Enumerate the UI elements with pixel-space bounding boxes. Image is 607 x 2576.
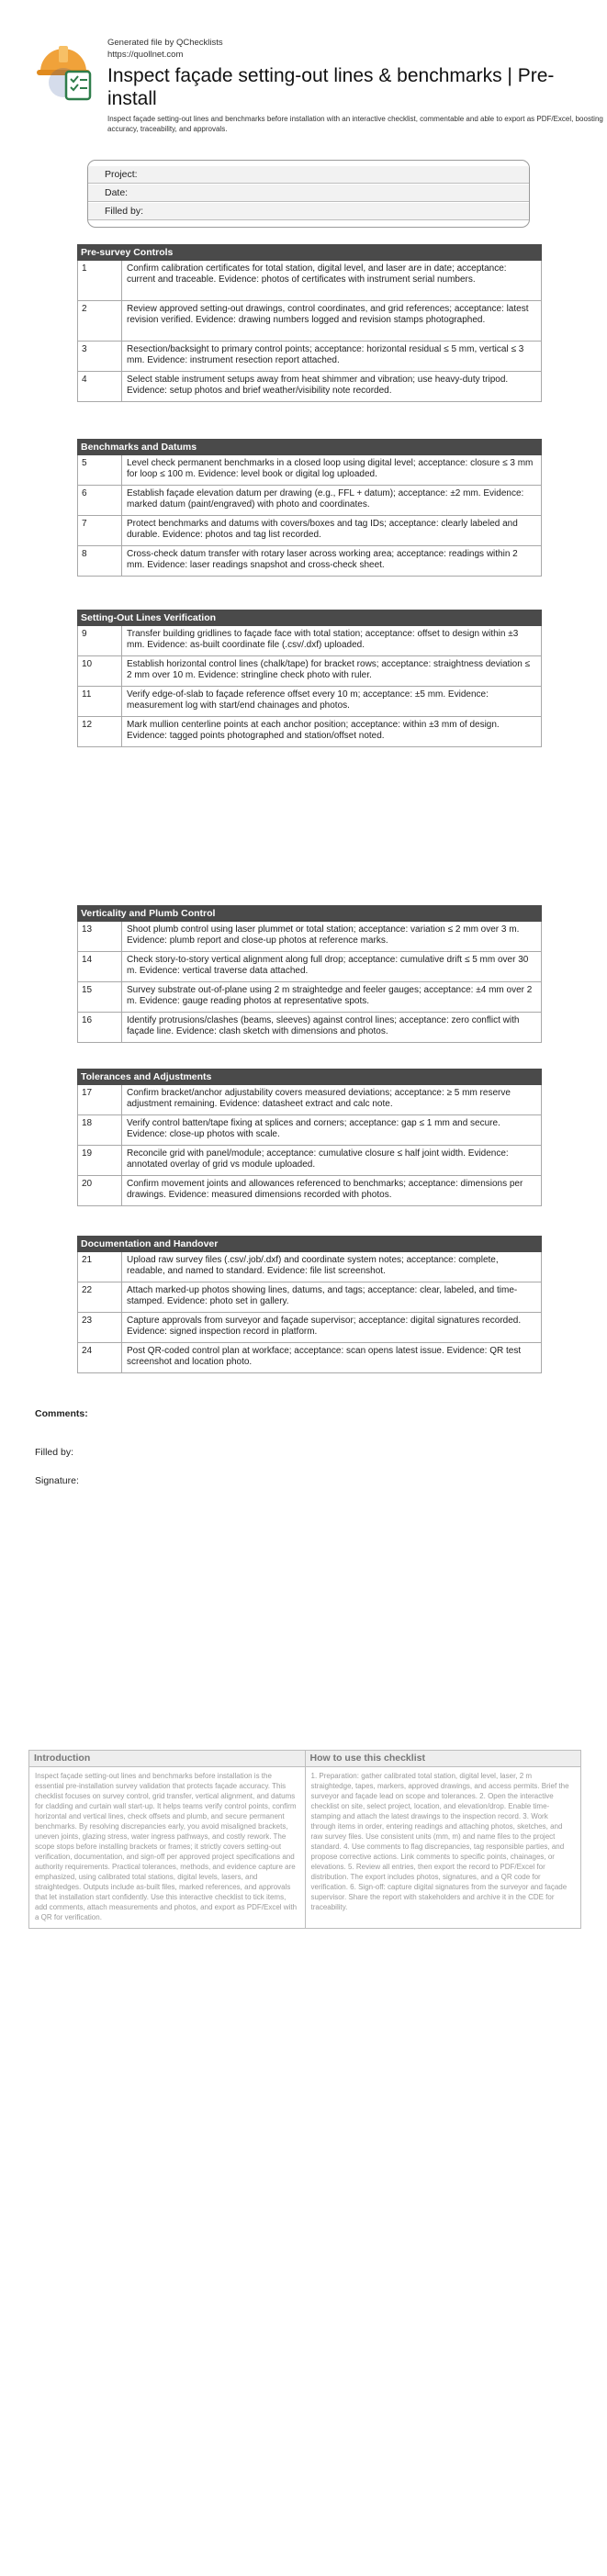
- section-tolerances-and-adjustments: [77, 1069, 542, 1206]
- project-label: Project:: [105, 169, 138, 180]
- item-text: Establish façade elevation datum per drawing (e.g., FFL + datum); acceptance: ±2 mm. Evidence: marked datum (paint/engraved) with photo and coordinates.: [127, 488, 524, 510]
- how-to-heading: How to use this checklist: [306, 1751, 581, 1767]
- filled-by-field[interactable]: [88, 203, 529, 220]
- item-number: 1: [78, 261, 122, 300]
- item-text: Confirm bracket/anchor adjustability covers measured deviations; acceptance: ≥ 5 mm reserve adjustment remaining. Evidence: datasheet extract and calc note.: [127, 1088, 511, 1109]
- item-text: Establish horizontal control lines (chalk/tape) for bracket rows; acceptance: straightness deviation ≤ 2 mm over 10 m. Evidence: stringline check photo with ruler.: [127, 659, 531, 680]
- checklist-row[interactable]: [77, 1282, 542, 1313]
- section-heading: Setting-Out Lines Verification: [77, 610, 542, 626]
- checklist-row[interactable]: [77, 1313, 542, 1343]
- item-number: 11: [78, 687, 122, 716]
- item-number: 21: [78, 1252, 122, 1282]
- checklist-row[interactable]: [77, 1343, 542, 1373]
- item-number: 3: [78, 342, 122, 371]
- item-text: Verify edge-of-slab to façade reference offset every 10 m; acceptance: ±5 mm. Evidence: measurement log with start/end chainages and photos.: [127, 689, 489, 711]
- how-to-text: 1. Preparation: gather calibrated total station, digital level, laser, 2 m straightedge, tapes, markers, approved drawings, and access permits. Brief the surveyor and façade lead on scope and tolerances. 2. Open the interactive checklist on site, select project, location, and elevation/drop. Enable time-stamping and attach the latest drawings to the inspection record. 3. Work through items in order, entering readings and attaching photos, sketches, and raw survey files. Use consistent units (mm, m) and name files to the project standard. 4. Use comments to flag discrepancies, tag responsible parties, and propose corrective actions. Link comments to specific points, chainages, or elevations. 5. Review all entries, then export the record to PDF/Excel for distribution. The export includes photos, signatures, and a QR code for verification. 6. Sign-off: capture digital signatures from the surveyor and façade supervisor. Share the report with stakeholders and archive it in the CDE for traceability.: [310, 1772, 569, 1911]
- item-number: 4: [78, 372, 122, 401]
- item-number: 18: [78, 1115, 122, 1145]
- item-number: 13: [78, 922, 122, 951]
- signature-label: Signature:: [35, 1475, 79, 1486]
- item-text: Reconcile grid with panel/module; acceptance: cumulative closure ≤ half joint width. Evidence: annotated overlay of grid vs module uploaded.: [127, 1148, 509, 1170]
- checklist-row[interactable]: [77, 952, 542, 982]
- item-text: Cross-check datum transfer with rotary laser across working area; acceptance: readings within 2 mm. Evidence: laser readings snapshot and cross-check sheet.: [127, 549, 518, 570]
- page-description: Inspect façade setting-out lines and benchmarks before installation with an interactive checklist, commentable and able to export as PDF/Excel, boosting accuracy, traceability, and approvals.: [107, 115, 603, 133]
- checklist-row[interactable]: [77, 717, 542, 747]
- generated-by-text: Generated file by QChecklists: [107, 38, 223, 48]
- checklist-row[interactable]: [77, 626, 542, 656]
- item-text: Review approved setting-out drawings, control coordinates, and grid references; acceptance: latest revision verified. Evidence: drawing numbers logged and revision stamps photographed.: [127, 304, 529, 325]
- item-text: Survey substrate out-of-plane using 2 m straightedge and feeler gauges; acceptance: ±4 mm over 2 m. Evidence: gauge reading photos at representative spots.: [127, 985, 533, 1006]
- section-heading: Benchmarks and Datums: [77, 439, 542, 455]
- item-text: Check story-to-story vertical alignment along full drop; acceptance: cumulative drift ≤ 5 mm over 30 m. Evidence: vertical traverse data attached.: [127, 955, 529, 976]
- item-text: Level check permanent benchmarks in a closed loop using digital level; acceptance: closure ≤ 3 mm for loop ≤ 100 m. Evidence: level book or digital log uploaded.: [127, 458, 534, 479]
- item-number: 20: [78, 1176, 122, 1205]
- checklist-row[interactable]: [77, 516, 542, 546]
- checklist-row[interactable]: [77, 1176, 542, 1206]
- item-text: Post QR-coded control plan at workface; acceptance: scan opens latest issue. Evidence: QR test screenshot and location photo.: [127, 1346, 522, 1367]
- checklist-row[interactable]: [77, 261, 542, 301]
- item-text: Upload raw survey files (.csv/.job/.dxf) and coordinate system notes; acceptance: complete, readable, and named to standard. Evidence: file list screenshot.: [127, 1255, 499, 1276]
- checklist-row[interactable]: [77, 1252, 542, 1282]
- item-number: 6: [78, 486, 122, 515]
- item-text: Select stable instrument setups away from heat shimmer and vibration; use heavy-duty tripod. Evidence: setup photos and brief weather/visibility note recorded.: [127, 375, 509, 396]
- checklist-row[interactable]: [77, 1146, 542, 1176]
- item-number: 22: [78, 1282, 122, 1312]
- checklist-row[interactable]: [77, 455, 542, 486]
- checklist-row[interactable]: [77, 687, 542, 717]
- item-number: 12: [78, 717, 122, 746]
- date-label: Date:: [105, 187, 129, 198]
- checklist-row[interactable]: [77, 301, 542, 342]
- section-heading: Pre-survey Controls: [77, 244, 542, 261]
- date-field[interactable]: [88, 185, 529, 202]
- section-documentation-and-handover: [77, 1236, 542, 1373]
- info-table: [28, 1750, 581, 1929]
- item-number: 5: [78, 455, 122, 485]
- item-number: 10: [78, 656, 122, 686]
- item-text: Mark mullion centerline points at each anchor position; acceptance: within ±3 mm of design. Evidence: tagged points photographed and station/offset noted.: [127, 720, 500, 741]
- section-heading: Documentation and Handover: [77, 1236, 542, 1252]
- section-verticality-and-plumb-control: [77, 905, 542, 1043]
- section-benchmarks-and-datums: [77, 439, 542, 577]
- meta-box: [87, 160, 530, 228]
- section-pre-survey-controls: [77, 244, 542, 402]
- item-number: 8: [78, 546, 122, 576]
- item-text: Identify protrusions/clashes (beams, sleeves) against control lines; acceptance: zero conflict with façade line. Evidence: clash sketch with dimensions and photos.: [127, 1015, 520, 1036]
- item-number: 24: [78, 1343, 122, 1372]
- checklist-row[interactable]: [77, 1115, 542, 1146]
- item-text: Attach marked-up photos showing lines, datums, and tags; acceptance: clear, labeled, and time-stamped. Evidence: photo set in gallery.: [127, 1285, 518, 1306]
- filled-by-footer-label: Filled by:: [35, 1447, 74, 1458]
- section-heading: Tolerances and Adjustments: [77, 1069, 542, 1085]
- checklist-row[interactable]: [77, 1085, 542, 1115]
- introduction-column: [29, 1751, 305, 1928]
- item-text: Protect benchmarks and datums with covers/boxes and tag IDs; acceptance: clearly labeled and durable. Evidence: photos and tag list recorded.: [127, 519, 518, 540]
- checklist-row[interactable]: [77, 982, 542, 1013]
- item-text: Verify control batten/tape fixing at splices and corners; acceptance: gap ≤ 1 mm and secure. Evidence: close-up photos with scale.: [127, 1118, 500, 1139]
- item-text: Shoot plumb control using laser plummet or total station; acceptance: variation ≤ 2 mm over 3 m. Evidence: plumb report and close-up photos at reference marks.: [127, 924, 520, 946]
- item-text: Confirm movement joints and allowances referenced to benchmarks; acceptance: dimensions per drawings. Evidence: measured dimensions recorded with photos.: [127, 1179, 523, 1200]
- page-title: Inspect façade setting-out lines & benchmarks | Pre-install: [107, 65, 555, 109]
- checklist-row[interactable]: [77, 656, 542, 687]
- item-number: 7: [78, 516, 122, 545]
- how-to-column: [305, 1751, 581, 1928]
- qchecklists-logo-icon: [31, 35, 96, 101]
- item-number: 15: [78, 982, 122, 1012]
- introduction-heading: Introduction: [29, 1751, 305, 1767]
- filled-by-label: Filled by:: [105, 206, 144, 217]
- item-text: Confirm calibration certificates for total station, digital level, and laser are in date; acceptance: current and traceable. Evidence: photos of certificates with instrument serial numbers.: [127, 263, 507, 285]
- checklist-row[interactable]: [77, 342, 542, 372]
- section-heading: Verticality and Plumb Control: [77, 905, 542, 922]
- item-text: Transfer building gridlines to façade face with total station; acceptance: offset to design within ±3 mm. Evidence: as-built coordinate file (.csv/.dxf) uploaded.: [127, 629, 519, 650]
- item-number: 17: [78, 1085, 122, 1114]
- checklist-row[interactable]: [77, 372, 542, 402]
- project-field[interactable]: [88, 166, 529, 184]
- item-number: 23: [78, 1313, 122, 1342]
- source-url-link[interactable]: https://quollnet.com: [107, 50, 184, 60]
- item-text: Capture approvals from surveyor and façade supervisor; acceptance: digital signatures recorded. Evidence: signed inspection record in platform.: [127, 1316, 522, 1337]
- item-number: 16: [78, 1013, 122, 1042]
- checklist-row[interactable]: [77, 922, 542, 952]
- item-number: 2: [78, 301, 122, 341]
- comments-label: Comments:: [35, 1408, 88, 1419]
- item-number: 9: [78, 626, 122, 655]
- checklist-row[interactable]: [77, 546, 542, 577]
- item-number: 14: [78, 952, 122, 981]
- item-number: 19: [78, 1146, 122, 1175]
- item-text: Resection/backsight to primary control points; acceptance: horizontal residual ≤ 5 mm, vertical ≤ 3 mm. Evidence: instrument resection report attached.: [127, 344, 524, 365]
- introduction-text: Inspect façade setting-out lines and benchmarks before installation is the essential pre-installation survey validation that protects façade accuracy. This checklist focuses on survey control, grid transfer, vertical alignment, and datums for cladding and curtain wall start-up. It helps teams verify control points, confirm horizontal and vertical lines, check offsets and plumb, and secure permanent benchmarks. By resolving discrepancies early, you avoid misaligned brackets, uneven joints, glazing stress, water ingress pathways, and costly rework. The scope stops before installing brackets or frames; it strictly covers setting-out verification, documentation, and sign-off per approved project specifications and authority requirements. Practical tolerances, methods, and evidence capture are emphasized, using calibrated total stations, digital levels, lasers, and straightedges. Outputs include as-built files, marked references, and approvals that let installation start confidently. Use this interactive checklist to tick items, add comments, attach measurements and photos, and export as PDF/Excel with a QR for verification.: [35, 1772, 298, 1921]
- checklist-row[interactable]: [77, 1013, 542, 1043]
- section-setting-out-lines-verification: [77, 610, 542, 747]
- checklist-row[interactable]: [77, 486, 542, 516]
